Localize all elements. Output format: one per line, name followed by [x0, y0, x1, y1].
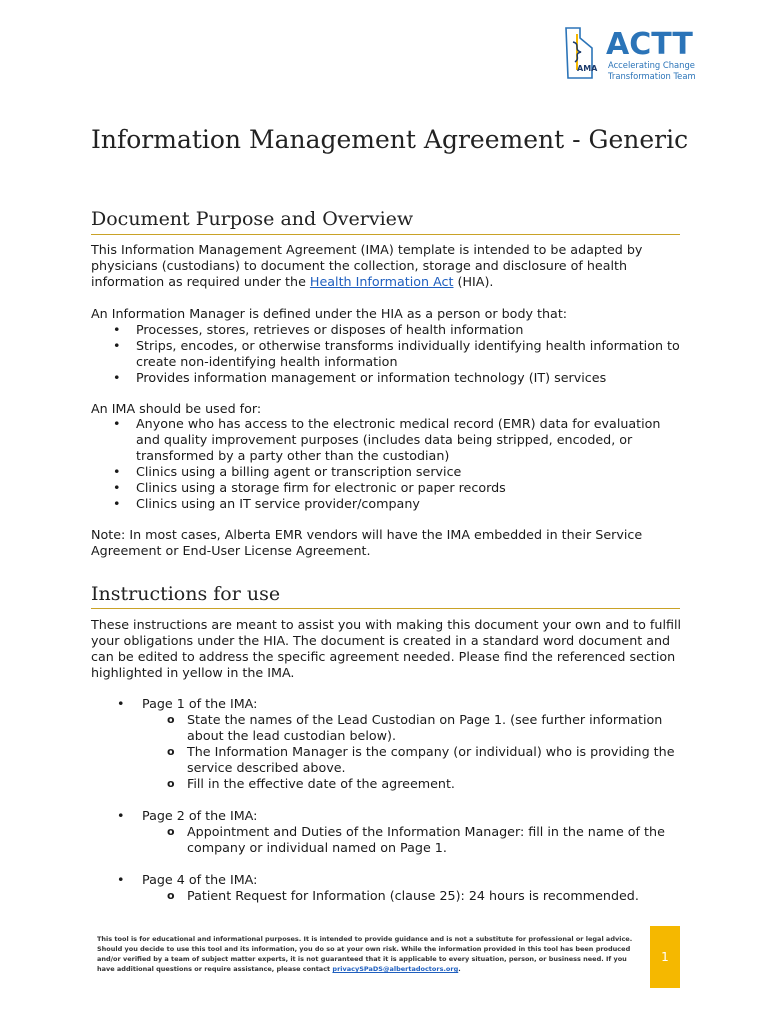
page-label: • Page 4 of the IMA: — [91, 872, 681, 888]
usage-list — [91, 416, 681, 512]
actt-wordmark: ACTT — [606, 27, 693, 62]
logo-tagline-1: Accelerating Change — [608, 60, 695, 70]
section-rule — [91, 608, 680, 609]
list-item: • Clinics using a storage firm for electronic or paper records — [91, 480, 681, 496]
note-paragraph: Note: In most cases, Alberta EMR vendors will have the IMA embedded in their Service Agreement or End-User License Agreement. — [91, 527, 643, 558]
list-item: • Anyone who has access to the electronic medical record (EMR) data for evaluation and quality improvement purposes (includes data being stripped, encoded, or transformed by a party other than the custodian) — [91, 416, 681, 464]
sub-item: o The Information Manager is the company (or individual) who is providing the service described above. — [91, 744, 681, 776]
im-definition: An Information Manager is defined under the HIA as a person or body that: — [91, 306, 568, 321]
contact-email-link[interactable]: privacySPaDS@albertadoctors.org — [332, 965, 459, 973]
footer-disclaimer: This tool is for educational and informational purposes. It is intended to provide guidance and is not a substitute for professional or legal advice. Should you decide to use this tool and its information, you do so at your own risk. While the information provided in this tool has been produced and/or verified by a team of subject matter experts, it is not guaranteed that it is applicable to every situation, person, or business need. If you have additional questions or require assistance, please contact privacySPaDS@albertadoctors.org. — [97, 935, 633, 973]
page-label: • Page 1 of the IMA: — [91, 696, 681, 712]
usage-intro: An IMA should be used for: — [91, 401, 262, 416]
list-item: • Clinics using a billing agent or transcription service — [91, 464, 681, 480]
list-item: • Clinics using an IT service provider/company — [91, 496, 681, 512]
actt-logo — [562, 26, 696, 82]
section-rule — [91, 234, 680, 235]
intro-paragraph: This Information Management Agreement (IMA) template is intended to be adapted by physicians (custodians) to document the collection, storage and disclosure of health information as required under the Health Information Act (HIA). — [91, 242, 643, 289]
hia-link[interactable]: Health Information Act — [309, 274, 454, 289]
section-heading-instructions: Instructions for use — [91, 583, 281, 605]
page-instruction-item — [91, 808, 681, 856]
logo-tagline-2: Transformation Team — [608, 71, 696, 81]
list-item: • Strips, encodes, or otherwise transforms individually identifying health information to create non-identifying health information — [91, 338, 681, 370]
sub-item: o Appointment and Duties of the Information Manager: fill in the name of the company or individual named on Page 1. — [91, 824, 681, 856]
page-instruction-item — [91, 872, 681, 904]
im-list — [91, 322, 681, 386]
list-item: • Provides information management or information technology (IT) services — [91, 370, 681, 386]
page-instruction-item — [91, 696, 681, 792]
ama-label: AMA — [577, 64, 598, 73]
section-heading-purpose: Document Purpose and Overview — [91, 208, 414, 230]
page-number: 1 — [650, 926, 680, 988]
sub-item: o Fill in the effective date of the agreement. — [91, 776, 681, 792]
page-label: • Page 2 of the IMA: — [91, 808, 681, 824]
sub-item: o Patient Request for Information (clause 25): 24 hours is recommended. — [91, 888, 681, 904]
list-item: • Processes, stores, retrieves or disposes of health information — [91, 322, 681, 338]
document-title: Information Management Agreement - Generic — [91, 125, 689, 154]
instructions-paragraph: These instructions are meant to assist you with making this document your own and to fulfill your obligations under the HIA. The document is created in a standard word document and can be edited to address the specific agreement needed. Please find the referenced section highlighted in yellow in the IMA. — [91, 617, 682, 680]
sub-item: o State the names of the Lead Custodian on Page 1. (see further information about the lead custodian below). — [91, 712, 681, 744]
